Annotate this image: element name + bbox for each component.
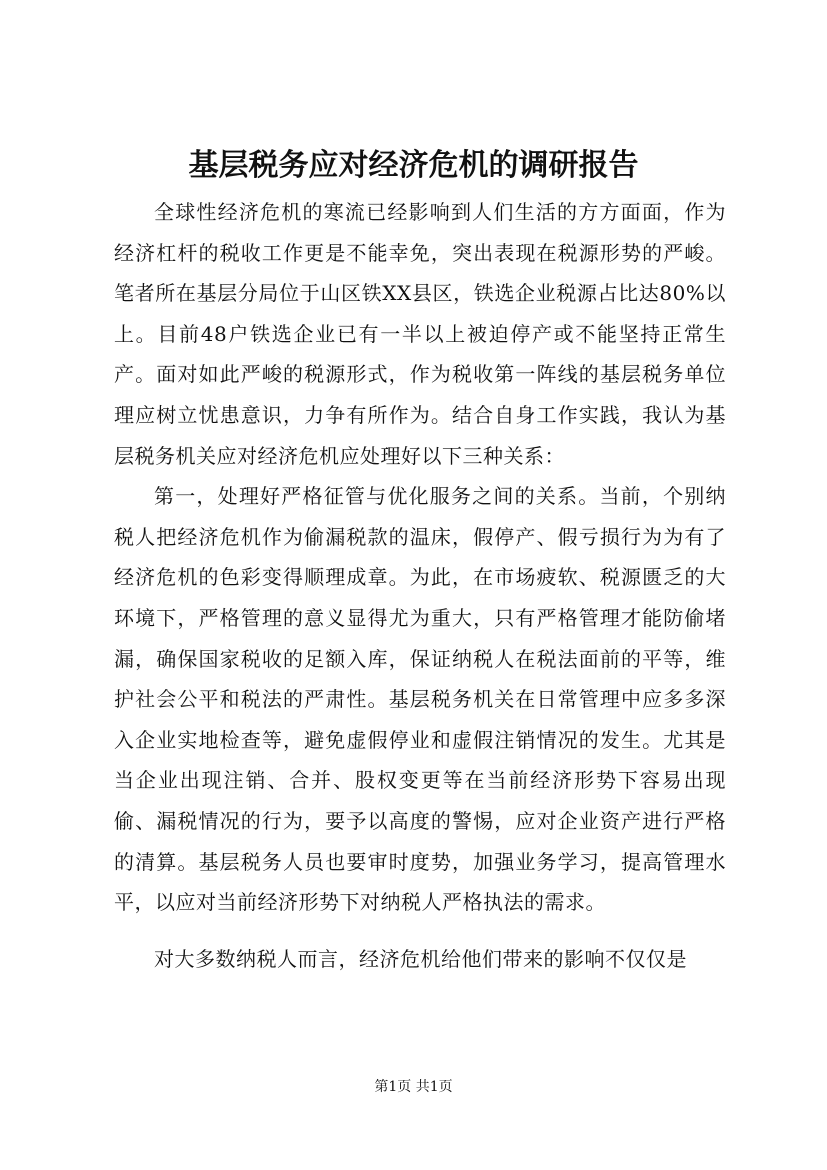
paragraph-intro: 全球性经济危机的寒流已经影响到人们生活的方方面面，作为经济杠杆的税收工作更是不能幸免，突出表现在税源形势的严峻。笔者所在基层分局位于山区铁XX县区，铁选企业税源占比达80%以上。目前48户铁选企业已有一半以上被迫停产或不能坚持正常生产。面对如此严峻的税源形式，作为税收第一阵线的基层税务单位理应树立忧患意识，力争有所作为。结合自身工作实践，我认为基层税务机关应对经济危机应处理好以下三种关系：: [114, 200, 726, 468]
paragraph-taxpayers: 对大多数纳税人而言，经济危机给他们带来的影响不仅仅是: [154, 946, 687, 971]
paragraph-first-relation: 第一，处理好严格征管与优化服务之间的关系。当前，个别纳税人把经济危机作为偷漏税款的温床，假停产、假亏损行为为有了经济危机的色彩变得顺理成章。为此，在市场疲软、税源匮乏的大环境下，严格管理的意义显得尤为重大，只有严格管理才能防偷堵漏，确保国家税收的足额入库，保证纳税人在税法面前的平等，维护社会公平和税法的严肃性。基层税务机关在日常管理中应多多深入企业实地检查等，避免虚假停业和虚假注销情况的发生。尤其是当企业出现注销、合并、股权变更等在当前经济形势下容易出现偷、漏税情况的行为，要予以高度的警惕，应对企业资产进行严格的清算。基层税务人员也要审时度势，加强业务学习，提高管理水平，以应对当前经济形势下对纳税人严格执法的需求。: [114, 484, 726, 915]
document-body: [114, 192, 726, 979]
document-title: 基层税务应对经济危机的调研报告: [188, 148, 639, 183]
page-footer: 第1页 共1页: [374, 1079, 453, 1095]
